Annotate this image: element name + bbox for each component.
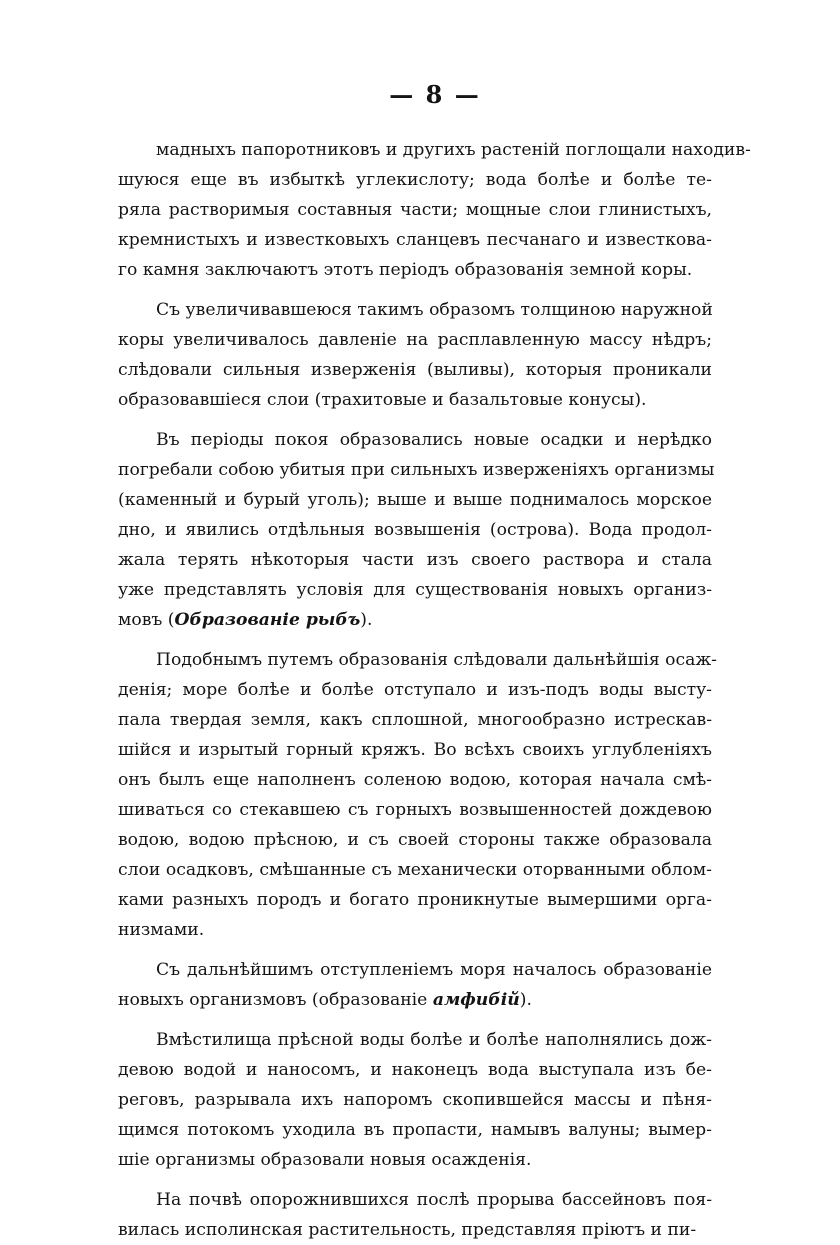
paragraph (118, 1025, 712, 1175)
text-line: дно, и явились отдѣльныя возвышенія (острова). Вода продол- (118, 520, 712, 540)
text-line: Съ увеличивавшеюся такимъ образомъ толщиною наружной (156, 300, 713, 320)
text-line: низмами. (118, 920, 205, 940)
body-text (118, 135, 751, 1245)
text-line: (каменный и бурый уголь); выше и выше поднималось морское (118, 490, 712, 510)
text-line: Съ дальнѣйшимъ отступленіемъ моря началось образованіе (156, 960, 712, 980)
text-line: уже представлять условія для существованія новыхъ организ- (118, 580, 712, 600)
text-line: образовавшіеся слои (трахитовые и базальтовые конусы). (118, 390, 647, 410)
text-line: кремнистыхъ и известковыхъ сланцевъ песчанаго и известкова- (118, 230, 712, 250)
text-line: мадныхъ папоротниковъ и другихъ растеній поглощали находив- (156, 140, 751, 160)
text-line: Вмѣстилища прѣсной воды болѣе и болѣе наполнялись дож- (156, 1030, 712, 1050)
italic-term: амфибій (432, 990, 520, 1010)
page-number: — 8 — (389, 80, 481, 109)
text-line: вилась исполинская растительность, представляя пріютъ и пи- (118, 1220, 697, 1240)
text-line (118, 985, 712, 1015)
paragraph (118, 645, 717, 945)
text-line: ками разныхъ породъ и богато проникнутые вымершими орга- (118, 890, 712, 910)
text-line: слои осадковъ, смѣшанные съ механически оторванными облом- (118, 860, 712, 880)
text-line: коры увеличивалось давленіе на расплавленную массу нѣдръ; (118, 330, 712, 350)
text-line: щимся потокомъ уходила въ пропасти, намывъ валуны; вымер- (118, 1120, 712, 1140)
text-line: погребали собою убитыя при сильныхъ изверженіяхъ организмы (118, 460, 715, 480)
paragraph (118, 955, 712, 1015)
text-line: шуюся еще въ избыткѣ углекислоту; вода болѣе и болѣе те- (118, 170, 712, 190)
text-segment: мовъ ( (118, 610, 175, 630)
text-line: го камня заключаютъ этотъ періодъ образованія земной коры. (118, 260, 693, 280)
text-line: На почвѣ опорожнившихся послѣ прорыва бассейновъ поя- (156, 1190, 712, 1210)
text-line: шійся и изрытый горный кряжъ. Во всѣхъ своихъ углубленіяхъ (118, 740, 712, 760)
text-line: жала терять нѣкоторыя части изъ своего раствора и стала (118, 550, 712, 570)
text-line: Въ періоды покоя образовались новые осадки и нерѣдко (156, 430, 712, 450)
paragraph (118, 135, 751, 285)
text-line (118, 605, 712, 635)
text-line: девою водой и наносомъ, и наконецъ вода выступала изъ бе- (118, 1060, 712, 1080)
italic-term: Образованіе рыбъ (174, 610, 361, 630)
text-line: онъ былъ еще наполненъ соленою водою, которая начала смѣ- (118, 770, 712, 790)
text-segment: ). (360, 610, 373, 630)
paragraph (118, 295, 712, 415)
text-line: Подобнымъ путемъ образованія слѣдовали дальнѣйшія осаж- (156, 650, 717, 670)
text-segment: новыхъ организмовъ (образованіе (118, 990, 433, 1010)
text-line: пала твердая земля, какъ сплошной, многообразно истрескав- (118, 710, 712, 730)
text-line: ряла растворимыя составныя части; мощные слои глинистыхъ, (118, 200, 712, 220)
text-line: шіе организмы образовали новыя осажденія. (118, 1150, 532, 1170)
text-line: водою, водою прѣсною, и съ своей стороны также образовала (118, 830, 712, 850)
text-segment: ). (519, 990, 532, 1010)
paragraph (118, 1185, 712, 1245)
text-line: шиваться со стекавшею съ горныхъ возвышенностей дождевою (118, 800, 712, 820)
text-line: реговъ, разрывала ихъ напоромъ скопившейся массы и пѣня- (118, 1090, 712, 1110)
paragraph (118, 425, 715, 635)
text-line: слѣдовали сильныя изверженія (выливы), которыя проникали (118, 360, 712, 380)
text-line: денія; море болѣе и болѣе отступало и изъ-подъ воды высту- (118, 680, 712, 700)
